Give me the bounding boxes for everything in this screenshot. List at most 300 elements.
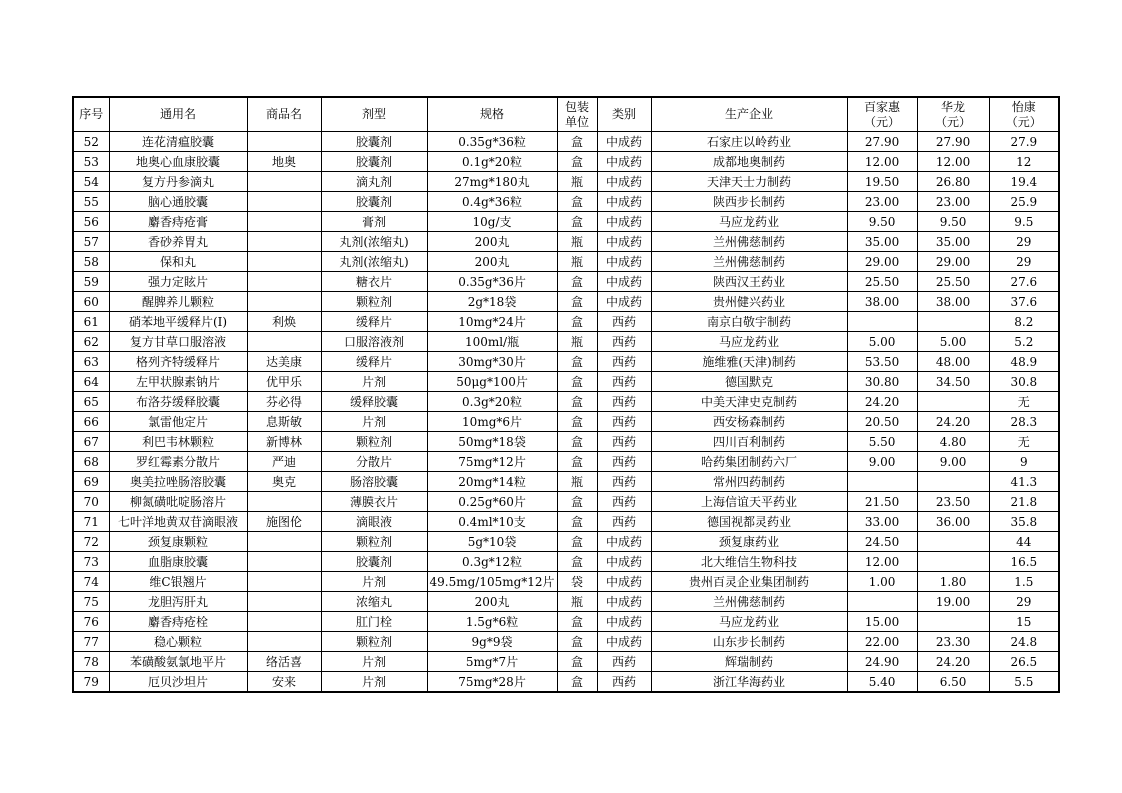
cell-price-hualong: 23.30 — [917, 632, 989, 652]
cell-generic-name: 麝香痔疮膏 — [109, 212, 247, 232]
cell-dosage-form: 口服溶液剂 — [321, 332, 427, 352]
cell-manufacturer: 陕西步长制药 — [651, 192, 847, 212]
cell-dosage-form: 缓释胶囊 — [321, 392, 427, 412]
cell-generic-name: 保和丸 — [109, 252, 247, 272]
cell-manufacturer: 西安杨森制药 — [651, 412, 847, 432]
cell-generic-name: 血脂康胶囊 — [109, 552, 247, 572]
table-row — [73, 532, 1059, 552]
cell-generic-name: 稳心颗粒 — [109, 632, 247, 652]
cell-category: 西药 — [597, 652, 651, 672]
cell-price-yikang: 1.5 — [989, 572, 1059, 592]
cell-manufacturer: 贵州健兴药业 — [651, 292, 847, 312]
cell-generic-name: 厄贝沙坦片 — [109, 672, 247, 693]
cell-price-yikang: 24.8 — [989, 632, 1059, 652]
cell-package-unit: 盒 — [557, 372, 597, 392]
cell-package-unit: 盒 — [557, 292, 597, 312]
cell-price-yikang: 30.8 — [989, 372, 1059, 392]
cell-dosage-form: 颗粒剂 — [321, 292, 427, 312]
header-price-yikang: 怡康 （元） — [989, 97, 1059, 132]
cell-manufacturer: 成都地奥制药 — [651, 152, 847, 172]
cell-dosage-form: 肛门栓 — [321, 612, 427, 632]
cell-price-hualong: 19.00 — [917, 592, 989, 612]
cell-price-hualong: 34.50 — [917, 372, 989, 392]
cell-price-yikang: 25.9 — [989, 192, 1059, 212]
cell-brand-name: 优甲乐 — [247, 372, 321, 392]
cell-spec: 0.35g*36粒 — [427, 132, 557, 152]
cell-manufacturer: 天津天士力制药 — [651, 172, 847, 192]
cell-seq: 62 — [73, 332, 109, 352]
table-row — [73, 372, 1059, 392]
cell-category: 中成药 — [597, 632, 651, 652]
cell-price-baijiahui: 22.00 — [847, 632, 917, 652]
cell-price-hualong: 5.00 — [917, 332, 989, 352]
cell-seq: 72 — [73, 532, 109, 552]
cell-price-yikang: 21.8 — [989, 492, 1059, 512]
cell-manufacturer: 马应龙药业 — [651, 612, 847, 632]
table-header-row — [73, 97, 1059, 132]
cell-category: 中成药 — [597, 132, 651, 152]
cell-spec: 50μg*100片 — [427, 372, 557, 392]
cell-seq: 65 — [73, 392, 109, 412]
cell-seq: 52 — [73, 132, 109, 152]
cell-category: 中成药 — [597, 252, 651, 272]
cell-price-baijiahui: 35.00 — [847, 232, 917, 252]
cell-spec: 27mg*180丸 — [427, 172, 557, 192]
cell-price-yikang: 29 — [989, 252, 1059, 272]
cell-package-unit: 盒 — [557, 532, 597, 552]
cell-package-unit: 盒 — [557, 612, 597, 632]
table-row — [73, 632, 1059, 652]
cell-dosage-form: 颗粒剂 — [321, 432, 427, 452]
cell-brand-name — [247, 172, 321, 192]
cell-generic-name: 龙胆泻肝丸 — [109, 592, 247, 612]
cell-price-yikang: 27.6 — [989, 272, 1059, 292]
cell-spec: 75mg*28片 — [427, 672, 557, 693]
cell-category: 中成药 — [597, 612, 651, 632]
cell-dosage-form: 肠溶胶囊 — [321, 472, 427, 492]
cell-generic-name: 柳氮磺吡啶肠溶片 — [109, 492, 247, 512]
cell-category: 中成药 — [597, 152, 651, 172]
cell-generic-name: 复方丹参滴丸 — [109, 172, 247, 192]
cell-spec: 200丸 — [427, 252, 557, 272]
cell-category: 西药 — [597, 352, 651, 372]
cell-package-unit: 盒 — [557, 132, 597, 152]
cell-category: 中成药 — [597, 272, 651, 292]
cell-manufacturer: 浙江华海药业 — [651, 672, 847, 693]
cell-price-hualong: 23.00 — [917, 192, 989, 212]
cell-dosage-form: 缓释片 — [321, 352, 427, 372]
cell-seq: 69 — [73, 472, 109, 492]
table-row — [73, 392, 1059, 412]
cell-generic-name: 硝苯地平缓释片(Ⅰ) — [109, 312, 247, 332]
table-row — [73, 492, 1059, 512]
table-row — [73, 352, 1059, 372]
cell-dosage-form: 片剂 — [321, 572, 427, 592]
cell-price-yikang: 9.5 — [989, 212, 1059, 232]
cell-price-hualong: 48.00 — [917, 352, 989, 372]
cell-price-hualong: 26.80 — [917, 172, 989, 192]
cell-package-unit: 盒 — [557, 492, 597, 512]
cell-spec: 200丸 — [427, 592, 557, 612]
cell-price-hualong: 29.00 — [917, 252, 989, 272]
cell-dosage-form: 缓释片 — [321, 312, 427, 332]
cell-seq: 61 — [73, 312, 109, 332]
table-row — [73, 672, 1059, 693]
cell-price-baijiahui: 5.40 — [847, 672, 917, 693]
cell-price-baijiahui: 20.50 — [847, 412, 917, 432]
cell-seq: 79 — [73, 672, 109, 693]
cell-price-baijiahui: 9.50 — [847, 212, 917, 232]
cell-spec: 1.5g*6粒 — [427, 612, 557, 632]
cell-brand-name — [247, 552, 321, 572]
cell-price-baijiahui: 27.90 — [847, 132, 917, 152]
cell-price-hualong: 24.20 — [917, 412, 989, 432]
table-row — [73, 412, 1059, 432]
table-row — [73, 452, 1059, 472]
cell-price-yikang: 26.5 — [989, 652, 1059, 672]
cell-price-hualong: 12.00 — [917, 152, 989, 172]
cell-seq: 74 — [73, 572, 109, 592]
cell-price-hualong: 38.00 — [917, 292, 989, 312]
cell-spec: 49.5mg/105mg*12片 — [427, 572, 557, 592]
cell-price-baijiahui — [847, 312, 917, 332]
cell-brand-name: 安来 — [247, 672, 321, 693]
cell-spec: 200丸 — [427, 232, 557, 252]
cell-package-unit: 瓶 — [557, 232, 597, 252]
cell-package-unit: 盒 — [557, 392, 597, 412]
cell-price-baijiahui: 9.00 — [847, 452, 917, 472]
cell-generic-name: 奥美拉唑肠溶胶囊 — [109, 472, 247, 492]
table-row — [73, 572, 1059, 592]
cell-price-baijiahui: 29.00 — [847, 252, 917, 272]
cell-generic-name: 布洛芬缓释胶囊 — [109, 392, 247, 412]
table-row — [73, 652, 1059, 672]
cell-package-unit: 盒 — [557, 432, 597, 452]
cell-brand-name: 利焕 — [247, 312, 321, 332]
cell-generic-name: 罗红霉素分散片 — [109, 452, 247, 472]
cell-manufacturer: 马应龙药业 — [651, 332, 847, 352]
cell-manufacturer: 山东步长制药 — [651, 632, 847, 652]
cell-price-hualong: 1.80 — [917, 572, 989, 592]
header-price-hualong: 华龙 （元） — [917, 97, 989, 132]
cell-manufacturer: 哈药集团制药六厂 — [651, 452, 847, 472]
cell-price-yikang: 28.3 — [989, 412, 1059, 432]
table-row — [73, 472, 1059, 492]
cell-package-unit: 盒 — [557, 152, 597, 172]
cell-price-baijiahui: 12.00 — [847, 552, 917, 572]
cell-price-hualong: 27.90 — [917, 132, 989, 152]
cell-seq: 71 — [73, 512, 109, 532]
cell-spec: 0.35g*36片 — [427, 272, 557, 292]
cell-manufacturer: 马应龙药业 — [651, 212, 847, 232]
table-body — [73, 132, 1059, 693]
table-row — [73, 312, 1059, 332]
cell-price-baijiahui: 38.00 — [847, 292, 917, 312]
cell-package-unit: 盒 — [557, 192, 597, 212]
cell-price-baijiahui: 30.80 — [847, 372, 917, 392]
cell-category: 西药 — [597, 512, 651, 532]
cell-price-yikang: 19.4 — [989, 172, 1059, 192]
table-row — [73, 132, 1059, 152]
cell-spec: 50mg*18袋 — [427, 432, 557, 452]
cell-generic-name: 七叶洋地黄双苷滴眼液 — [109, 512, 247, 532]
cell-spec: 30mg*30片 — [427, 352, 557, 372]
cell-price-yikang: 12 — [989, 152, 1059, 172]
cell-category: 中成药 — [597, 552, 651, 572]
cell-price-hualong: 23.50 — [917, 492, 989, 512]
cell-package-unit: 盒 — [557, 352, 597, 372]
cell-manufacturer: 石家庄以岭药业 — [651, 132, 847, 152]
cell-package-unit: 盒 — [557, 672, 597, 693]
cell-dosage-form: 滴眼液 — [321, 512, 427, 532]
cell-price-baijiahui: 23.00 — [847, 192, 917, 212]
cell-price-yikang: 44 — [989, 532, 1059, 552]
cell-package-unit: 盒 — [557, 652, 597, 672]
cell-price-hualong — [917, 612, 989, 632]
cell-brand-name — [247, 252, 321, 272]
cell-price-baijiahui: 53.50 — [847, 352, 917, 372]
cell-spec: 75mg*12片 — [427, 452, 557, 472]
table-row — [73, 592, 1059, 612]
cell-category: 西药 — [597, 452, 651, 472]
cell-brand-name — [247, 572, 321, 592]
cell-brand-name — [247, 212, 321, 232]
header-seq: 序号 — [73, 97, 109, 132]
cell-generic-name: 连花清瘟胶囊 — [109, 132, 247, 152]
cell-category: 中成药 — [597, 532, 651, 552]
cell-category: 中成药 — [597, 212, 651, 232]
cell-dosage-form: 颗粒剂 — [321, 632, 427, 652]
cell-package-unit: 盒 — [557, 412, 597, 432]
cell-manufacturer: 上海信谊天平药业 — [651, 492, 847, 512]
cell-dosage-form: 胶囊剂 — [321, 552, 427, 572]
cell-category: 中成药 — [597, 192, 651, 212]
cell-category: 西药 — [597, 312, 651, 332]
cell-brand-name — [247, 192, 321, 212]
cell-package-unit: 盒 — [557, 512, 597, 532]
cell-generic-name: 左甲状腺素钠片 — [109, 372, 247, 392]
header-brand-name: 商品名 — [247, 97, 321, 132]
cell-brand-name — [247, 632, 321, 652]
cell-brand-name — [247, 292, 321, 312]
header-generic-name: 通用名 — [109, 97, 247, 132]
cell-seq: 57 — [73, 232, 109, 252]
cell-brand-name — [247, 612, 321, 632]
cell-category: 西药 — [597, 432, 651, 452]
cell-manufacturer: 兰州佛慈制药 — [651, 592, 847, 612]
cell-brand-name: 施图伦 — [247, 512, 321, 532]
table-row — [73, 172, 1059, 192]
cell-category: 西药 — [597, 472, 651, 492]
cell-dosage-form: 浓缩丸 — [321, 592, 427, 612]
cell-brand-name — [247, 532, 321, 552]
cell-package-unit: 瓶 — [557, 592, 597, 612]
cell-package-unit: 瓶 — [557, 172, 597, 192]
cell-price-baijiahui — [847, 592, 917, 612]
drug-price-table — [72, 96, 1060, 693]
cell-price-yikang: 8.2 — [989, 312, 1059, 332]
table-row — [73, 332, 1059, 352]
cell-brand-name: 芬必得 — [247, 392, 321, 412]
cell-generic-name: 利巴韦林颗粒 — [109, 432, 247, 452]
cell-category: 中成药 — [597, 172, 651, 192]
table-row — [73, 272, 1059, 292]
cell-price-baijiahui: 24.20 — [847, 392, 917, 412]
cell-price-yikang: 29 — [989, 592, 1059, 612]
cell-category: 西药 — [597, 332, 651, 352]
cell-price-yikang: 9 — [989, 452, 1059, 472]
cell-spec: 0.25g*60片 — [427, 492, 557, 512]
cell-spec: 20mg*14粒 — [427, 472, 557, 492]
cell-price-yikang: 16.5 — [989, 552, 1059, 572]
cell-spec: 0.4ml*10支 — [427, 512, 557, 532]
cell-dosage-form: 片剂 — [321, 372, 427, 392]
cell-generic-name: 颈复康颗粒 — [109, 532, 247, 552]
cell-price-baijiahui: 5.50 — [847, 432, 917, 452]
cell-spec: 10mg*24片 — [427, 312, 557, 332]
cell-manufacturer: 辉瑞制药 — [651, 652, 847, 672]
cell-package-unit: 盒 — [557, 312, 597, 332]
cell-brand-name — [247, 592, 321, 612]
cell-category: 中成药 — [597, 232, 651, 252]
cell-seq: 76 — [73, 612, 109, 632]
cell-price-baijiahui: 19.50 — [847, 172, 917, 192]
cell-seq: 59 — [73, 272, 109, 292]
cell-price-yikang: 无 — [989, 392, 1059, 412]
cell-price-yikang: 27.9 — [989, 132, 1059, 152]
cell-brand-name — [247, 232, 321, 252]
cell-price-hualong — [917, 472, 989, 492]
cell-dosage-form: 滴丸剂 — [321, 172, 427, 192]
cell-brand-name — [247, 492, 321, 512]
cell-price-yikang: 29 — [989, 232, 1059, 252]
cell-seq: 75 — [73, 592, 109, 612]
cell-price-hualong — [917, 392, 989, 412]
cell-manufacturer: 贵州百灵企业集团制药 — [651, 572, 847, 592]
cell-category: 西药 — [597, 392, 651, 412]
table-row — [73, 212, 1059, 232]
cell-price-hualong: 4.80 — [917, 432, 989, 452]
cell-category: 中成药 — [597, 592, 651, 612]
cell-price-baijiahui: 24.50 — [847, 532, 917, 552]
cell-price-hualong: 36.00 — [917, 512, 989, 532]
cell-spec: 5g*10袋 — [427, 532, 557, 552]
cell-seq: 78 — [73, 652, 109, 672]
table-row — [73, 152, 1059, 172]
cell-seq: 58 — [73, 252, 109, 272]
cell-price-hualong: 25.50 — [917, 272, 989, 292]
cell-dosage-form: 糖衣片 — [321, 272, 427, 292]
cell-manufacturer: 常州四药制药 — [651, 472, 847, 492]
cell-package-unit: 瓶 — [557, 332, 597, 352]
cell-dosage-form: 膏剂 — [321, 212, 427, 232]
cell-brand-name: 严迪 — [247, 452, 321, 472]
header-manufacturer: 生产企业 — [651, 97, 847, 132]
cell-package-unit: 瓶 — [557, 252, 597, 272]
cell-price-yikang: 37.6 — [989, 292, 1059, 312]
cell-price-yikang: 48.9 — [989, 352, 1059, 372]
cell-brand-name — [247, 272, 321, 292]
cell-seq: 77 — [73, 632, 109, 652]
cell-generic-name: 强力定眩片 — [109, 272, 247, 292]
cell-manufacturer: 颈复康药业 — [651, 532, 847, 552]
header-category: 类别 — [597, 97, 651, 132]
cell-category: 西药 — [597, 412, 651, 432]
cell-dosage-form: 片剂 — [321, 672, 427, 693]
table-row — [73, 252, 1059, 272]
table-row — [73, 192, 1059, 212]
cell-brand-name: 息斯敏 — [247, 412, 321, 432]
cell-price-yikang: 5.2 — [989, 332, 1059, 352]
cell-seq: 63 — [73, 352, 109, 372]
cell-price-baijiahui: 1.00 — [847, 572, 917, 592]
cell-category: 中成药 — [597, 572, 651, 592]
cell-category: 中成药 — [597, 292, 651, 312]
cell-generic-name: 麝香痔疮栓 — [109, 612, 247, 632]
table-row — [73, 552, 1059, 572]
header-price-baijiahui: 百家惠 （元） — [847, 97, 917, 132]
cell-generic-name: 复方甘草口服溶液 — [109, 332, 247, 352]
cell-spec: 10g/支 — [427, 212, 557, 232]
cell-price-baijiahui: 21.50 — [847, 492, 917, 512]
cell-generic-name: 脑心通胶囊 — [109, 192, 247, 212]
cell-price-hualong: 9.50 — [917, 212, 989, 232]
cell-spec: 0.3g*12粒 — [427, 552, 557, 572]
cell-generic-name: 氯雷他定片 — [109, 412, 247, 432]
cell-price-hualong: 6.50 — [917, 672, 989, 693]
table-row — [73, 612, 1059, 632]
cell-package-unit: 瓶 — [557, 472, 597, 492]
cell-price-baijiahui: 12.00 — [847, 152, 917, 172]
cell-price-hualong: 35.00 — [917, 232, 989, 252]
cell-price-yikang: 无 — [989, 432, 1059, 452]
cell-dosage-form: 胶囊剂 — [321, 132, 427, 152]
cell-generic-name: 醒脾养儿颗粒 — [109, 292, 247, 312]
cell-manufacturer: 德国默克 — [651, 372, 847, 392]
cell-generic-name: 维C银翘片 — [109, 572, 247, 592]
cell-seq: 53 — [73, 152, 109, 172]
cell-spec: 5mg*7片 — [427, 652, 557, 672]
cell-price-baijiahui — [847, 472, 917, 492]
cell-manufacturer: 陕西汉王药业 — [651, 272, 847, 292]
cell-package-unit: 盒 — [557, 272, 597, 292]
cell-spec: 0.4g*36粒 — [427, 192, 557, 212]
cell-seq: 70 — [73, 492, 109, 512]
cell-dosage-form: 分散片 — [321, 452, 427, 472]
cell-dosage-form: 片剂 — [321, 412, 427, 432]
cell-manufacturer: 北大维信生物科技 — [651, 552, 847, 572]
cell-seq: 54 — [73, 172, 109, 192]
cell-manufacturer: 南京白敬宇制药 — [651, 312, 847, 332]
cell-price-yikang: 15 — [989, 612, 1059, 632]
cell-dosage-form: 胶囊剂 — [321, 192, 427, 212]
cell-package-unit: 盒 — [557, 212, 597, 232]
cell-brand-name: 地奥 — [247, 152, 321, 172]
cell-manufacturer: 兰州佛慈制药 — [651, 232, 847, 252]
cell-spec: 10mg*6片 — [427, 412, 557, 432]
cell-price-baijiahui: 33.00 — [847, 512, 917, 532]
header-package-unit: 包装 单位 — [557, 97, 597, 132]
cell-seq: 73 — [73, 552, 109, 572]
cell-category: 西药 — [597, 372, 651, 392]
cell-brand-name: 新博林 — [247, 432, 321, 452]
cell-category: 西药 — [597, 492, 651, 512]
cell-seq: 60 — [73, 292, 109, 312]
table-row — [73, 232, 1059, 252]
cell-seq: 64 — [73, 372, 109, 392]
cell-price-yikang: 35.8 — [989, 512, 1059, 532]
header-spec: 规格 — [427, 97, 557, 132]
